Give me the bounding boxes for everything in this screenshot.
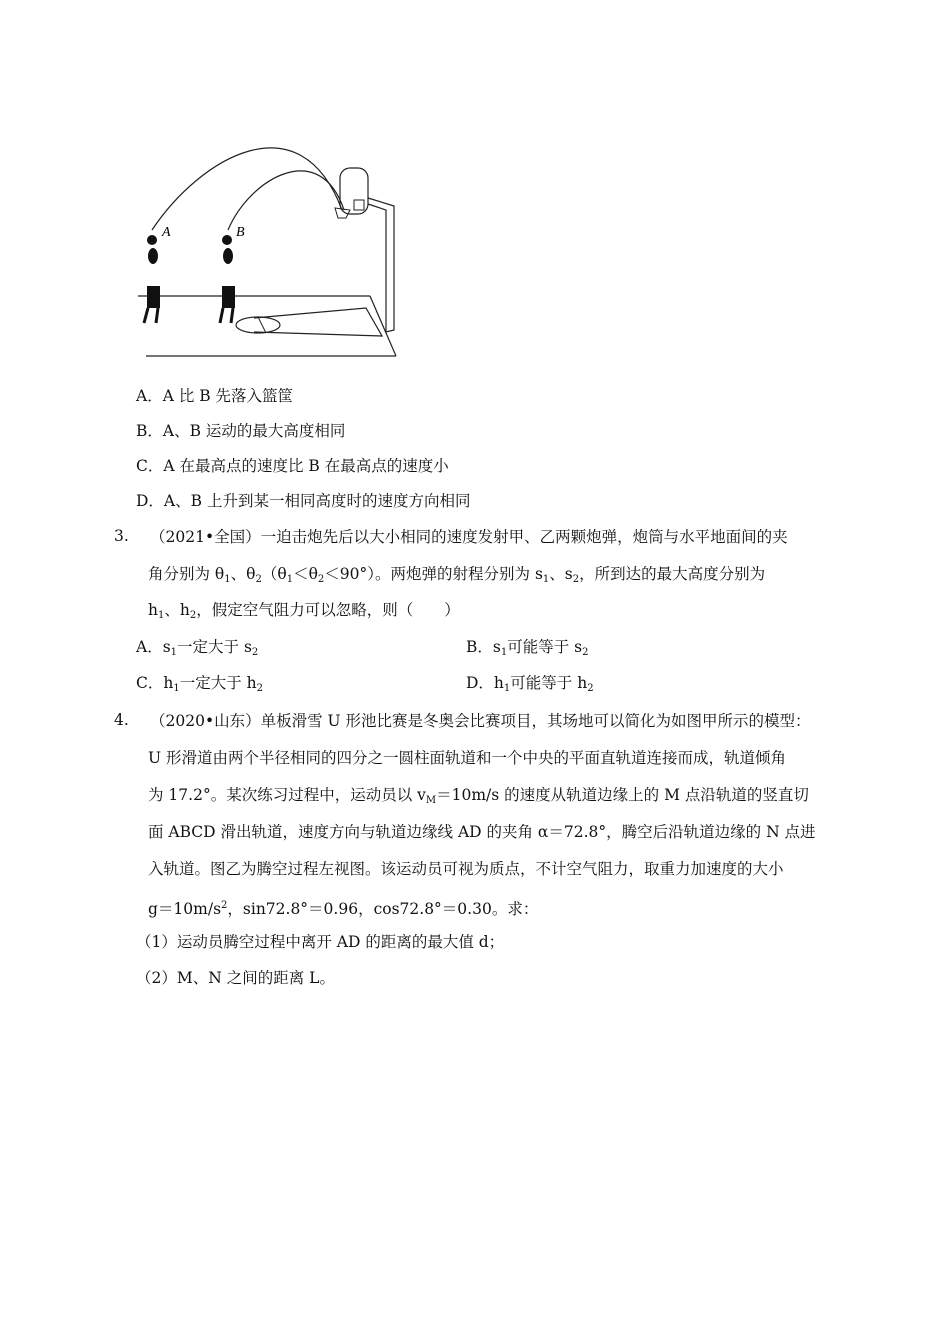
- q4-subquestion-2: （2）M、N 之间的距离 L。: [136, 969, 335, 987]
- pole: [368, 198, 394, 332]
- basketball-figure: [130, 118, 410, 372]
- q4-line2: U 形滑道由两个半径相同的四分之一圆柱面轨道和一个中央的平面直轨道连接而成，轨道倾角: [148, 749, 786, 767]
- player-a: [144, 235, 160, 323]
- q4-line4: 面 ABCD 滑出轨道，速度方向与轨道边缘线 AD 的夹角 α＝72.8°，腾空后沿轨道边缘的 N 点进: [148, 823, 816, 841]
- trajectory-a: [152, 148, 342, 230]
- q4-line5: 入轨道。图乙为腾空过程左视图。该运动员可视为质点，不计空气阻力，取重力加速度的大小: [148, 860, 784, 878]
- q3-line1: （2021•全国）一迫击炮先后以大小相同的速度发射甲、乙两颗炮弹，炮筒与水平地面间的夹: [150, 528, 788, 546]
- q2-option-c: C．A 在最高点的速度比 B 在最高点的速度小: [136, 457, 449, 475]
- q4-line1: （2020•山东）单板滑雪 U 形池比赛是冬奥会比赛项目，其场地可以简化为如图甲所示的模型：: [150, 712, 811, 730]
- free-throw-circle: [236, 317, 280, 333]
- q4-subquestion-1: （1）运动员腾空过程中离开 AD 的距离的最大值 d；: [136, 933, 505, 951]
- label-a: A: [162, 225, 171, 240]
- q3-option-d: D．$h_1$可能等于 $h_2$: [466, 674, 594, 694]
- q4-line6: $g=10m/s^2$，sin72.8°＝0.96，cos72.8°＝0.30。求：: [148, 900, 539, 918]
- q3-line2: 角分别为 $\theta_1$、$\theta_2(\theta_1<\theta_2<90^\circ)$。两炮弹的射程分别为 $s_1$、$s_2$，所到达的最大高度分别为: [148, 565, 766, 585]
- q3-line3: $h_1$、$h_2$，假定空气阻力可以忽略，则（ ）: [148, 601, 460, 621]
- key-lane: [254, 308, 382, 336]
- q2-option-a: A．A 比 B 先落入篮筐: [136, 387, 294, 405]
- basketball-diagram: [130, 118, 410, 368]
- q3-option-b: B．$s_1$可能等于 $s_2$: [466, 638, 589, 658]
- hoop: [335, 208, 350, 218]
- q2-option-d: D．A、B 上升到某一相同高度时的速度方向相同: [136, 492, 471, 510]
- label-b: B: [236, 225, 245, 240]
- q3-option-a: A．$s_1$一定大于 $s_2$: [136, 638, 259, 658]
- q4-number: 4.: [114, 711, 129, 729]
- q4-line3: 为 17.2°。某次练习过程中，运动员以 $v_M=10m/s$ 的速度从轨道边缘上的 M 点沿轨道的竖直切: [148, 786, 809, 806]
- q3-number: 3.: [114, 527, 129, 545]
- player-b: [220, 235, 235, 323]
- court-side: [370, 296, 396, 356]
- q2-option-b: B．A、B 运动的最大高度相同: [136, 422, 346, 440]
- q3-option-c: C．$h_1$一定大于 $h_2$: [136, 674, 264, 694]
